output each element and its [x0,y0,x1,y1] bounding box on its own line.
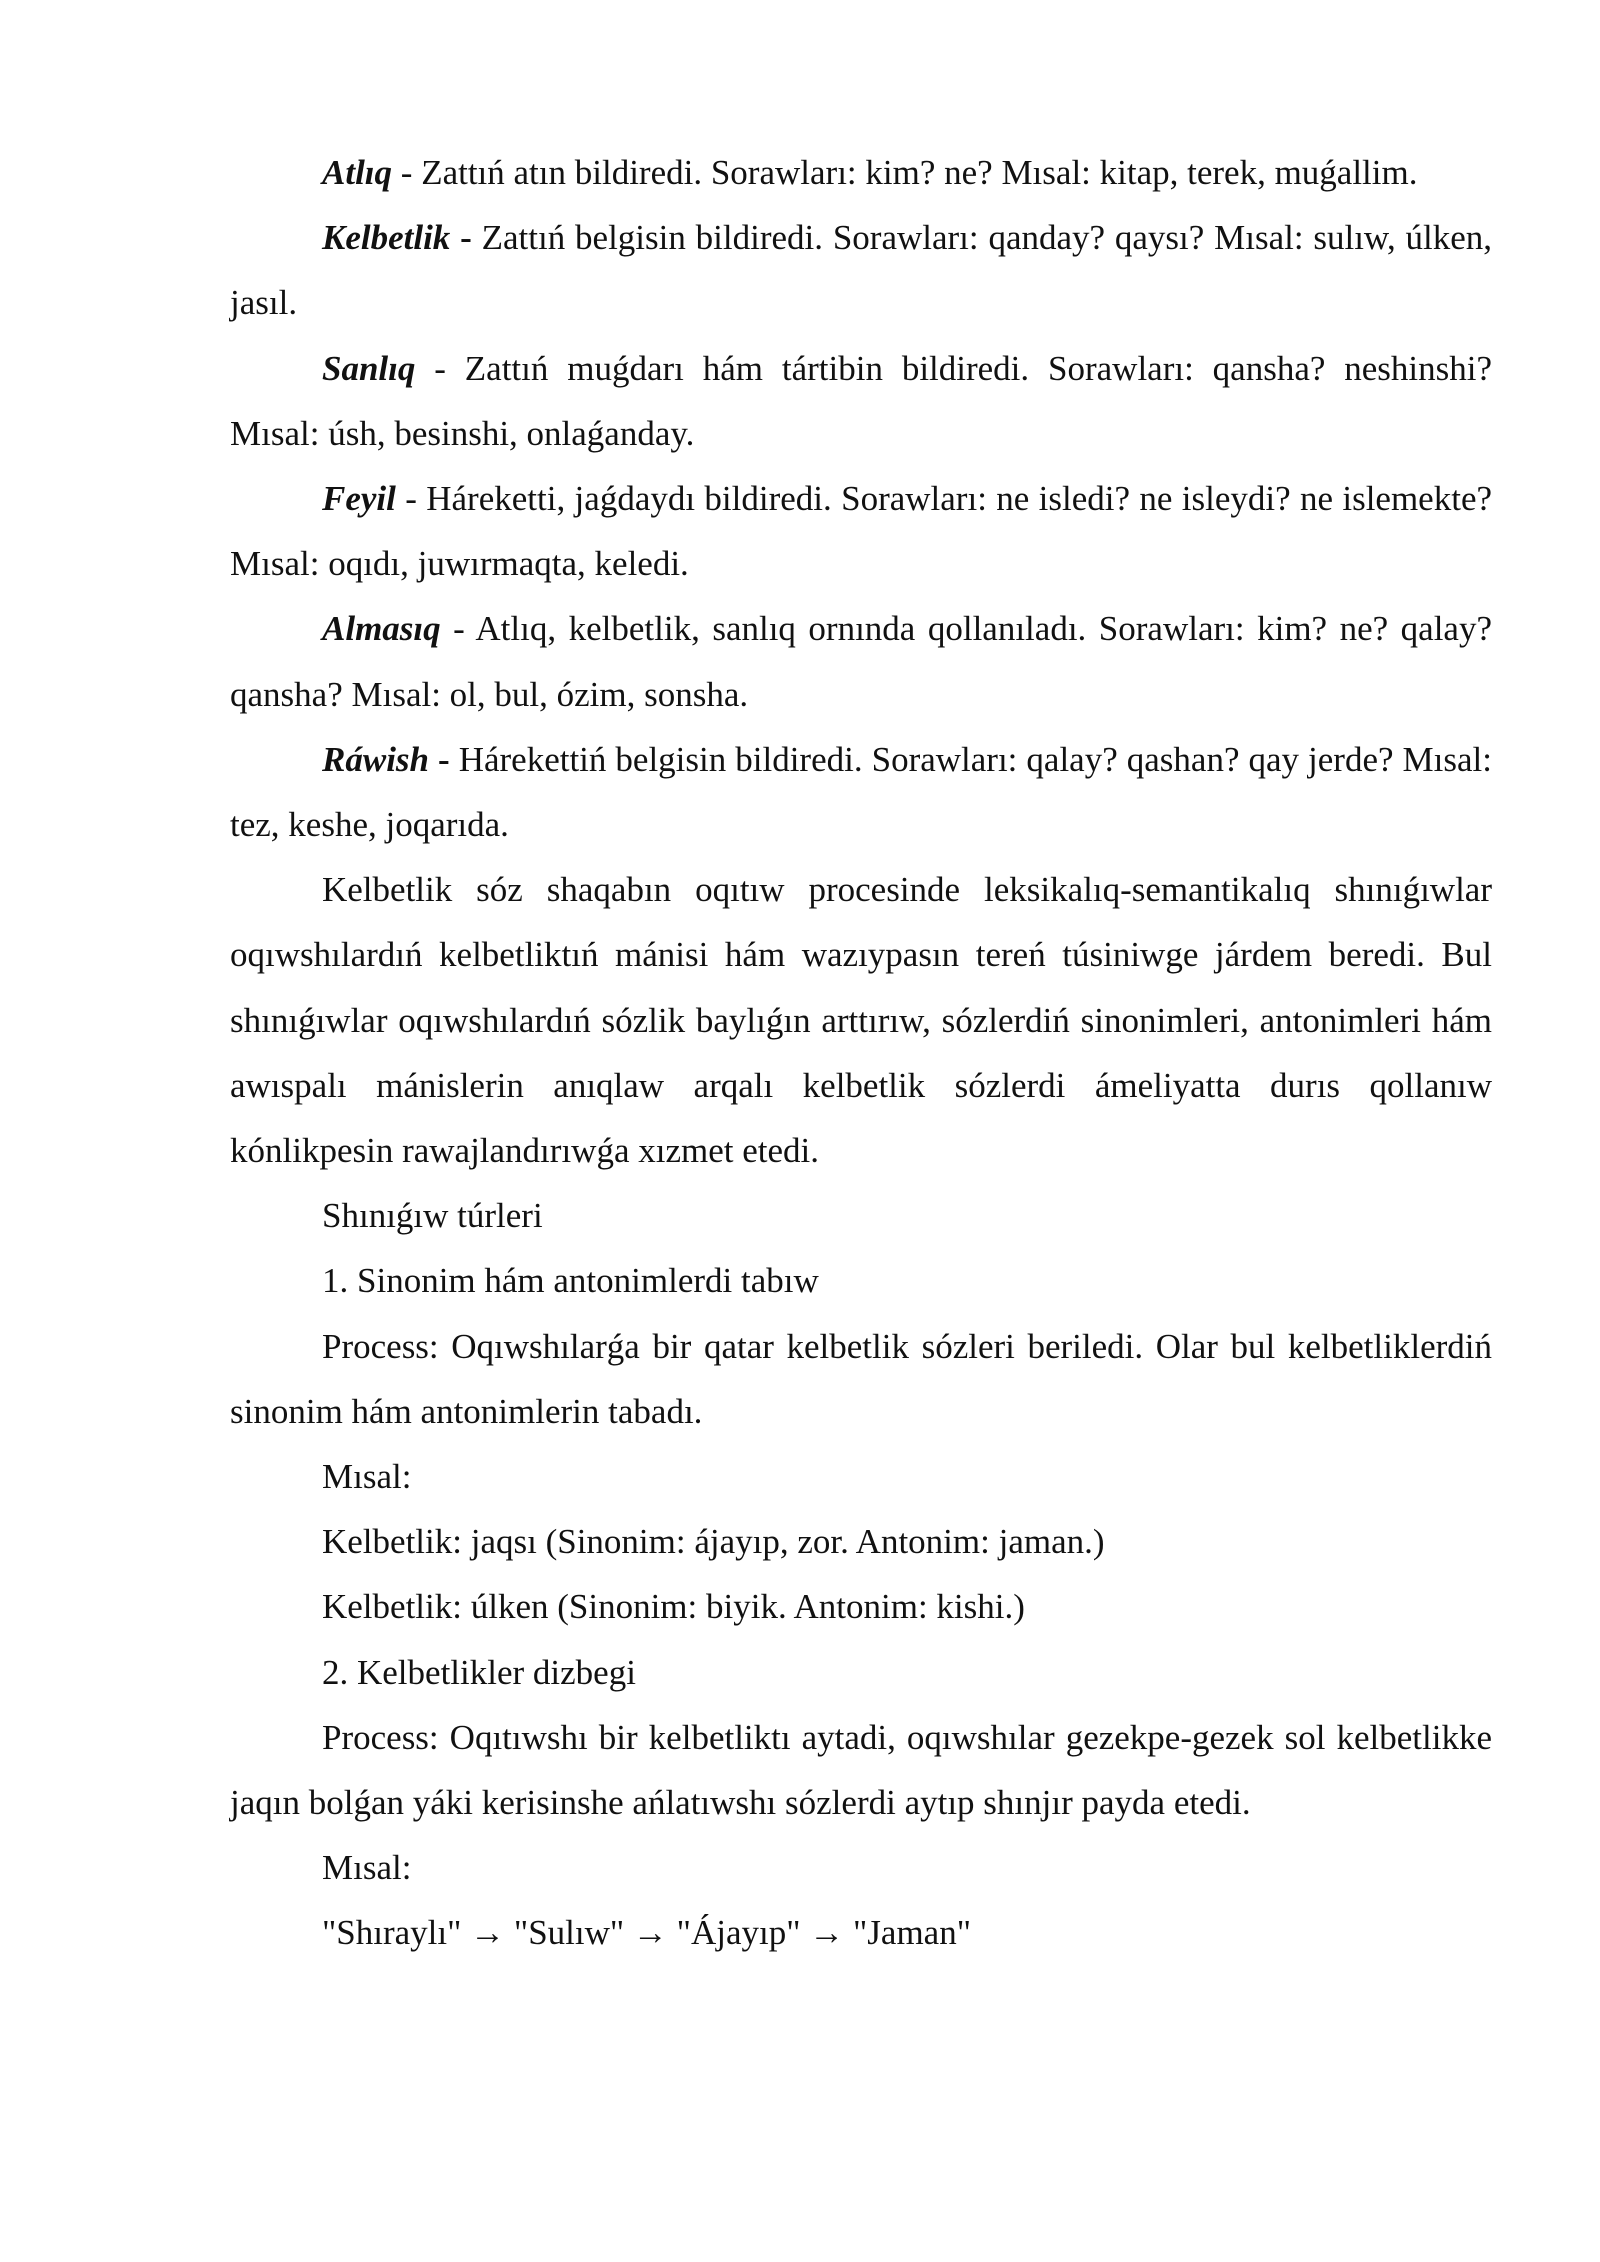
exercise-2-example-label: Mısal: [322,1848,412,1888]
definition-almasiq [230,596,1492,726]
definition-term: Almasıq [322,609,441,649]
definition-atliq [230,140,1492,205]
exercise-2-title: 2. Kelbetlikler dizbegi [322,1652,636,1692]
definition-rawish [230,727,1492,857]
definition-term: Kelbetlik [322,218,451,258]
definition-text: Hárekettiń belgisin bildiredi. Sorawları: qalay? qashan? qay jerde? Mısal: tez, keshe, joqarıda. [230,739,1492,845]
definition-text: Zattıń muǵdarı hám tártibin bildiredi. Sorawları: qansha? neshinshi? Mısal: úsh, besinshi, onlaǵanday. [230,348,1493,453]
exercise-1-example-label: Mısal: [322,1457,412,1497]
definition-term: Sanlıq [322,348,416,388]
definition-text: Atlıq, kelbetlik, sanlıq ornında qollanıladı. Sorawları: kim? ne? qalay? qansha? Mısal: ol, bul, ózim, sonsha. [230,609,1492,714]
exercise-1-title: 1. Sinonim hám antonimlerdi tabıw [322,1261,819,1301]
document-page [230,140,1492,1966]
definition-dash: - [438,739,450,779]
definition-sanliq [230,336,1492,466]
definition-kelbetlik [230,205,1492,335]
exercise-1-process: Process: Oqıwshılarǵa bir qatar kelbetlik sózleri beriledi. Olar bul kelbetliklerdiń sinonim hám antonimlerin tabadı. [230,1326,1492,1431]
definition-dash: - [453,609,465,649]
definition-dash: - [400,153,413,192]
definition-feyil [230,466,1492,596]
definition-dash: - [405,479,417,519]
exercise-2-chain: "Shıraylı" → "Sulıw" → "Ájayıp" → "Jaman" [322,1913,971,1953]
exercise-1-example-item: Kelbetlik: úlken (Sinonim: biyik. Antonim: kishi.) [322,1587,1025,1627]
definition-term: Feyil [322,479,396,519]
definition-text: Zattıń atın bildiredi. Sorawları: kim? ne? Mısal: kitap, terek, muǵallim. [421,153,1418,192]
exercise-1-example-item: Kelbetlik: jaqsı (Sinonim: ájayıp, zor. Antonim: jaman.) [322,1522,1105,1562]
definition-dash: - [434,348,446,388]
definition-text: Háreketti, jaǵdaydı bildiredi. Sorawları: ne isledi? ne isleydi? ne islemekte? Mısal: oqıdı, juwırmaqta, keledi. [230,479,1493,584]
definition-term: Atlıq [322,153,393,192]
intro-paragraph: Kelbetlik sóz shaqabın oqıtıw procesinde leksikalıq-semantikalıq shınıǵıwlar oqıwshılardıń kelbetliktıń mánisi hám wazıypasın tereń túsiniwge járdem beredi. Bul shınıǵıwlar oqıwshılardıń sózlik baylıǵın arttırıw, sózlerdiń sinonimleri, antonimleri hám awıspalı mánislerin anıqlaw arqalı kelbetlik sózlerdi ámeliyatta durıs qollanıw kónlikpesin rawajlandırıwǵa xızmet etedi. [230,870,1492,1171]
definition-text: Zattıń belgisin bildiredi. Sorawları: qanday? qaysı? Mısal: sulıw, úlken, jasıl. [230,218,1493,323]
definition-dash: - [460,218,472,258]
section-title: Shınıǵıw túrleri [322,1196,543,1236]
exercise-2-process: Process: Oqıtıwshı bir kelbetliktı aytadi, oqıwshılar gezekpe-gezek sol kelbetlikke jaqın bolǵan yáki kerisinshe ańlatıwshı sózlerdi aytıp shınjır payda etedi. [230,1717,1492,1823]
definition-term: Ráwish [322,739,429,779]
